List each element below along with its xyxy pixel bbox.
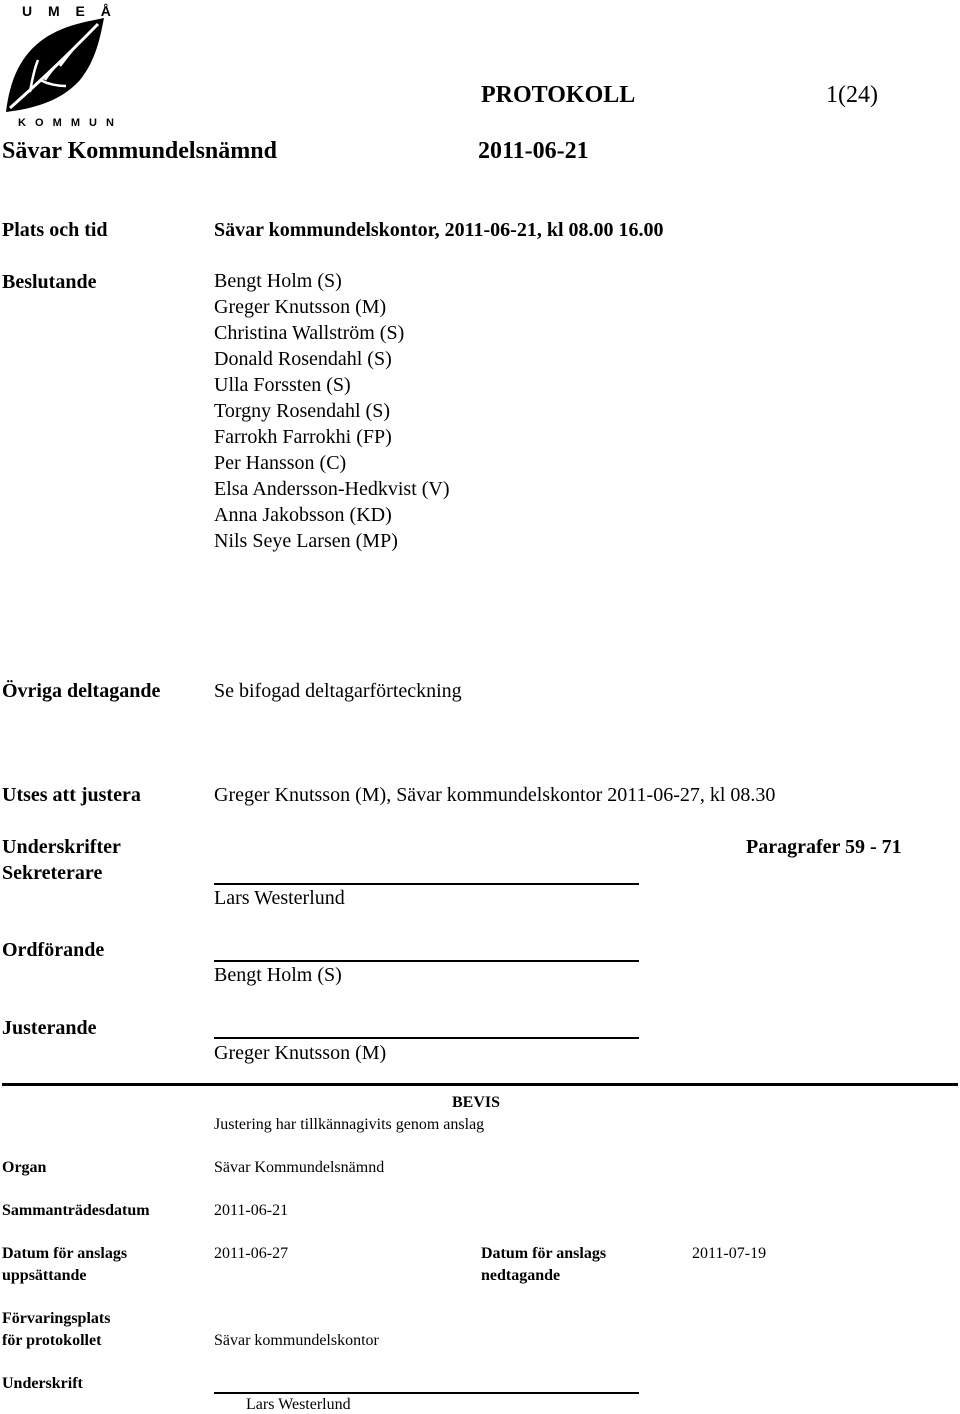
forvaring-label-1: Förvaringsplats — [2, 1310, 111, 1327]
ordforande-name: Bengt Holm (S) — [214, 964, 342, 986]
section-divider — [2, 1083, 958, 1086]
doc-type: PROTOKOLL — [481, 82, 636, 108]
plats-value: Sävar kommundelskontor, 2011-06-21, kl 08.00 16.00 — [214, 219, 664, 241]
paragrafer-label: Paragrafer 59 - 71 — [746, 836, 902, 858]
underskrifter-label: Underskrifter — [2, 836, 121, 858]
underskrift-signature-line — [214, 1392, 639, 1394]
svg-text:K O M M U N: K O M M U N — [18, 117, 117, 128]
org-name: Sävar Kommundelsnämnd — [2, 138, 277, 164]
svg-text:U M E Å: U M E Å — [22, 3, 117, 19]
member-item: Per Hansson (C) — [214, 452, 347, 474]
ovriga-label: Övriga deltagande — [2, 680, 161, 702]
plats-label: Plats och tid — [2, 219, 108, 241]
member-item: Ulla Forssten (S) — [214, 374, 351, 396]
nedtagande-label-2: nedtagande — [481, 1267, 561, 1284]
member-item: Greger Knutsson (M) — [214, 296, 387, 318]
forvaring-label-2: för protokollet — [2, 1332, 102, 1349]
member-item: Elsa Andersson-Hedkvist (V) — [214, 478, 450, 500]
leaf-logo-icon — [0, 0, 120, 128]
bevis-subtitle: Justering har tillkännagivits genom anslag — [214, 1116, 485, 1133]
forvaring-value: Sävar kommundelskontor — [214, 1332, 379, 1349]
sammantrade-label: Sammanträdesdatum — [2, 1202, 150, 1219]
justerande-name: Greger Knutsson (M) — [214, 1042, 387, 1064]
ordforande-signature-line — [214, 960, 639, 962]
meeting-date: 2011-06-21 — [478, 138, 589, 164]
organ-value: Sävar Kommundelsnämnd — [214, 1159, 385, 1176]
page-number: 1(24) — [826, 82, 878, 108]
member-item: Christina Wallström (S) — [214, 322, 405, 344]
members-list — [214, 268, 450, 554]
utses-label: Utses att justera — [2, 784, 141, 806]
utses-value: Greger Knutsson (M), Sävar kommundelskontor 2011-06-27, kl 08.30 — [214, 784, 776, 806]
member-item: Donald Rosendahl (S) — [214, 348, 392, 370]
nedtagande-value: 2011-07-19 — [692, 1245, 767, 1262]
organ-label: Organ — [2, 1159, 47, 1176]
justerande-label: Justerande — [2, 1017, 97, 1039]
sekreterare-signature-line — [214, 883, 639, 885]
member-item: Nils Seye Larsen (MP) — [214, 530, 398, 552]
ordforande-label: Ordförande — [2, 939, 105, 961]
member-item: Farrokh Farrokhi (FP) — [214, 426, 392, 448]
member-item: Bengt Holm (S) — [214, 270, 342, 292]
sammantrade-value: 2011-06-21 — [214, 1202, 289, 1219]
sekreterare-name: Lars Westerlund — [214, 887, 345, 909]
member-item: Torgny Rosendahl (S) — [214, 400, 390, 422]
nedtagande-label-1: Datum för anslags — [481, 1245, 607, 1262]
member-item: Anna Jakobsson (KD) — [214, 504, 392, 526]
bevis-title: BEVIS — [452, 1094, 501, 1111]
underskrift-name: Lars Westerlund — [246, 1396, 351, 1413]
justerande-signature-line — [214, 1037, 639, 1039]
ovriga-value: Se bifogad deltagarförteckning — [214, 680, 462, 702]
uppsattande-label-1: Datum för anslags — [2, 1245, 128, 1262]
umea-kommun-logo — [0, 0, 120, 128]
sekreterare-label: Sekreterare — [2, 862, 103, 884]
underskrift-label: Underskrift — [2, 1375, 83, 1392]
uppsattande-value: 2011-06-27 — [214, 1245, 289, 1262]
uppsattande-label-2: uppsättande — [2, 1267, 87, 1284]
beslutande-label: Beslutande — [2, 271, 97, 293]
